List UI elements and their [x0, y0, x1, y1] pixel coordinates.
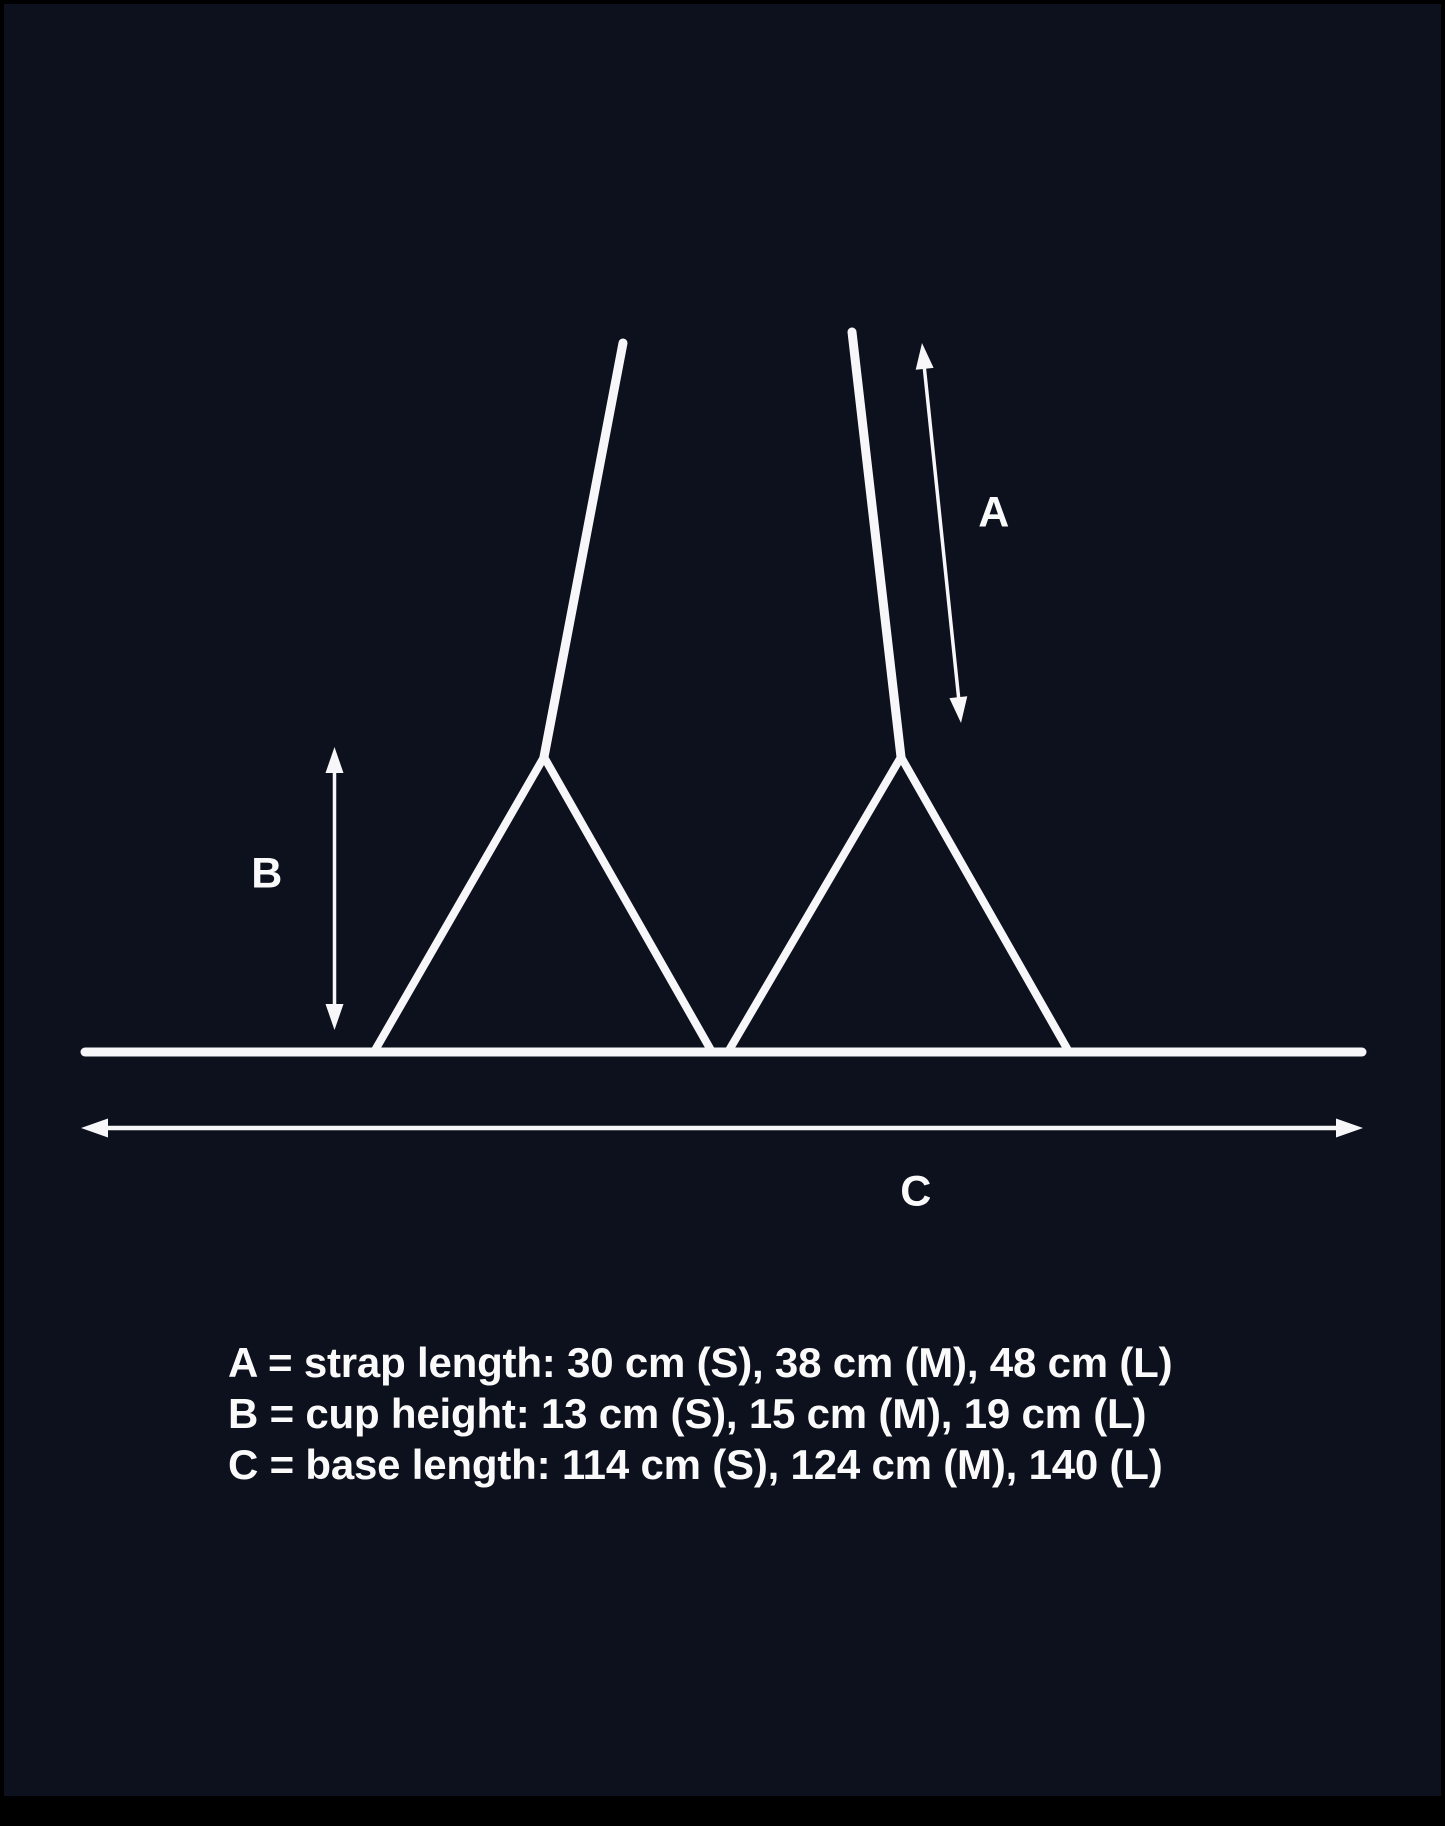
base-length-label: C — [900, 1167, 932, 1216]
size-legend — [228, 1337, 1172, 1490]
legend-line-base-length: C = base length: 114 cm (S), 124 cm (M), 140 (L) — [228, 1441, 1163, 1488]
strap-length-arrow-shaft — [924, 367, 959, 700]
left-cup-triangle — [374, 757, 712, 1052]
base-length-arrow — [81, 1119, 1363, 1138]
cup-height-label: B — [251, 849, 283, 898]
cup-height-arrowhead-top — [326, 747, 344, 773]
base-length-arrowhead-left — [81, 1119, 108, 1138]
legend-line-strap-length: A = strap length: 30 cm (S), 38 cm (M), 48 cm (L) — [228, 1339, 1173, 1386]
legend-line-cup-height: B = cup height: 13 cm (S), 15 cm (M), 19 cm (L) — [228, 1390, 1147, 1437]
strap-length-label: A — [978, 488, 1010, 537]
left-strap-line — [544, 343, 623, 757]
right-strap-line — [852, 332, 901, 757]
base-length-arrowhead-right — [1336, 1119, 1363, 1138]
strap-length-arrowhead-bottom — [949, 696, 967, 723]
strap-length-arrowhead-top — [916, 343, 934, 370]
cup-height-arrowhead-bottom — [326, 1004, 344, 1030]
strap-length-arrow — [916, 343, 968, 723]
cup-height-arrow — [326, 747, 344, 1030]
right-cup-triangle — [728, 757, 1069, 1052]
